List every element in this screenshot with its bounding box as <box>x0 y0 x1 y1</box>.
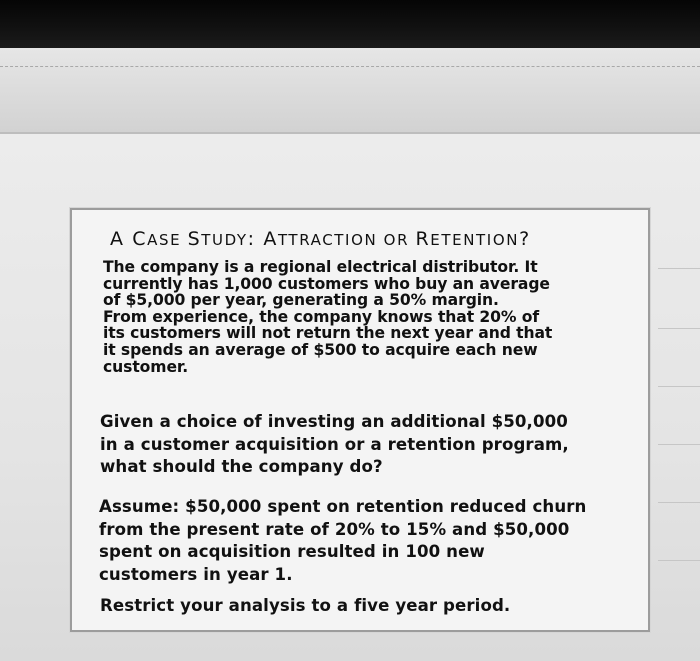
monitor-bezel <box>0 0 700 48</box>
right-margin-rule <box>658 502 700 503</box>
right-margin-rule <box>658 268 700 269</box>
dashed-separator <box>0 66 700 67</box>
case-assumption-paragraph: Assume: $50,000 spent on retention reduced churn from the present rate of 20% to 15% and $50,000 spent on acquisition resulted in 100 new customers in year 1. <box>99 497 587 584</box>
right-margin-rule <box>658 444 700 445</box>
case-description-paragraph: The company is a regional electrical distributor. It currently has 1,000 customers who buy an average of $5,000 per year, generating a 50% margin. From experience, the company knows that 20% of its customers will not return the next year and that it spends an average of $500 to acquire each new customer. <box>103 258 553 376</box>
case-study-title: A CASE STUDY: ATTRACTION OR RETENTION? <box>110 228 531 250</box>
right-margin-rule <box>658 386 700 387</box>
page-header-band <box>0 48 700 134</box>
case-study-box <box>70 208 650 632</box>
case-restriction-paragraph: Restrict your analysis to a five year period. <box>100 596 511 615</box>
right-margin-rule <box>658 560 700 561</box>
case-question-paragraph: Given a choice of investing an additional $50,000 in a customer acquisition or a retention program, what should the company do? <box>100 412 569 476</box>
right-margin-rule <box>658 328 700 329</box>
